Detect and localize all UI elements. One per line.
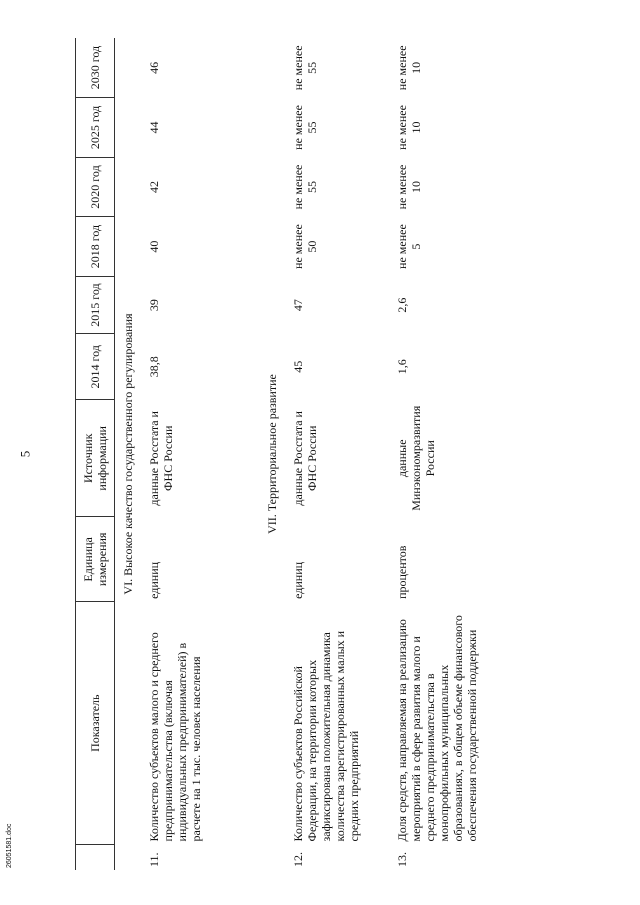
rotated-table-container [75, 38, 587, 870]
row-value-2015: 47 [291, 299, 305, 312]
row-value-2014: 38,8 [147, 356, 161, 378]
table-row [285, 38, 389, 870]
row-value-2030: не менее 10 [395, 45, 423, 91]
header-2018: 2018 год [76, 217, 115, 277]
row-number: 12. [291, 852, 305, 867]
row-indicator: Количество субъектов Российской Федерации, на территории которых зафиксирована положительная динамика количества зарегистрированных малых и средних предприятий [291, 630, 361, 842]
section-title-row [259, 38, 285, 870]
row-value-2014: 1,6 [395, 359, 409, 375]
row-indicator: Количество субъектов малого и среднего предпринимательства (включая индивидуальных предпринимателей) в расчете на 1 тыс. человек населения [147, 632, 203, 842]
row-unit: единиц [147, 561, 161, 599]
header-2020: 2020 год [76, 157, 115, 217]
header-unit: Единица измерения [76, 517, 115, 602]
row-value-2020: не менее 55 [291, 164, 319, 210]
header-2015: 2015 год [76, 276, 115, 333]
header-2014: 2014 год [76, 334, 115, 400]
row-number: 13. [395, 852, 409, 867]
row-value-2018: не менее 50 [291, 224, 319, 269]
row-value-2018: 40 [147, 240, 161, 253]
section-title: VI. Высокое качество государственного регулирования [121, 313, 135, 595]
table-row [141, 38, 259, 870]
row-source: данные Минэкономразвития России [395, 405, 437, 511]
row-source: данные Росстата и ФНС России [147, 411, 175, 506]
row-value-2030: 46 [147, 61, 161, 74]
indicators-table [75, 38, 519, 870]
header-source: Источник информации [76, 400, 115, 517]
header-indicator: Показатель [76, 602, 115, 845]
row-value-2025: не менее 10 [395, 105, 423, 150]
row-indicator: Доля средств, направляемая на реализацию мероприятий в сфере развития малого и среднего предпринимательства в монопрофильных муниципальных образованиях, в общем объеме финансового обеспечения государственной поддержки [395, 615, 479, 842]
row-value-2025: 44 [147, 121, 161, 134]
row-value-2030: не менее 55 [291, 45, 319, 91]
file-stamp: 26051581.doc [6, 823, 13, 868]
row-value-2025: не менее 55 [291, 105, 319, 150]
row-value-2015: 2,6 [395, 297, 409, 313]
row-value-2020: не менее 10 [395, 164, 423, 210]
row-value-2020: 42 [147, 181, 161, 194]
table-header [76, 38, 115, 870]
header-2030: 2030 год [76, 38, 115, 98]
table-row [389, 38, 519, 870]
row-value-2018: не менее 5 [395, 224, 423, 269]
row-value-2015: 39 [147, 299, 161, 312]
header-num [76, 844, 115, 870]
row-value-2014: 45 [291, 360, 305, 373]
row-unit: процентов [395, 545, 409, 599]
section-title: VII. Территориальное развитие [265, 374, 279, 534]
header-2025: 2025 год [76, 98, 115, 158]
page-number: 5 [17, 450, 33, 458]
section-title-row [115, 38, 142, 870]
row-unit: единиц [291, 561, 305, 599]
row-number: 11. [147, 852, 161, 867]
row-source: данные Росстата и ФНС России [291, 411, 319, 506]
